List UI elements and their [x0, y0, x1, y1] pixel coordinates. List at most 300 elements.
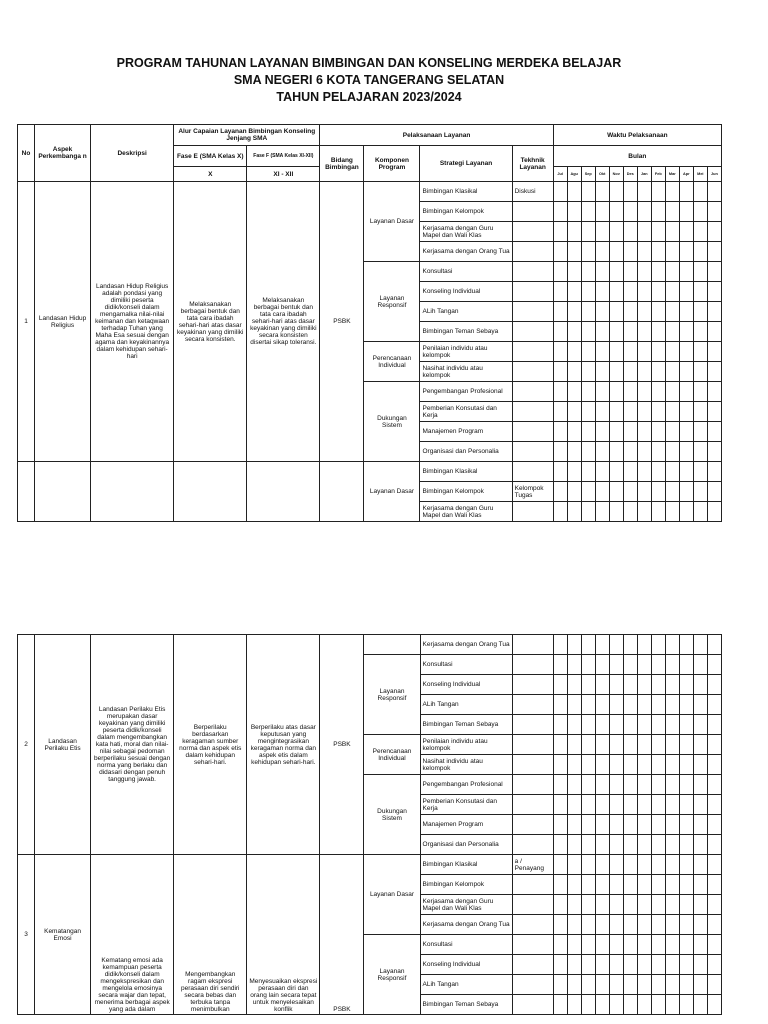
technique-cell — [512, 322, 553, 342]
month-cell — [637, 675, 651, 695]
month-cell — [637, 222, 651, 242]
month-cell — [637, 462, 651, 482]
month-cell — [595, 915, 609, 935]
month-cell — [609, 635, 623, 655]
page-break — [0, 534, 768, 634]
empty-cell — [35, 462, 91, 522]
month-cell — [553, 182, 567, 202]
month-cell — [623, 282, 637, 302]
month-cell — [595, 895, 609, 915]
month-cell — [707, 422, 721, 442]
month-cell — [609, 342, 623, 362]
month-cell — [637, 815, 651, 835]
month-cell — [665, 735, 679, 755]
month-cell — [651, 402, 665, 422]
month-cell — [623, 735, 637, 755]
month-cell — [637, 975, 651, 995]
month-cell — [553, 282, 567, 302]
month-cell — [623, 482, 637, 502]
month-cell — [553, 242, 567, 262]
month-cell — [665, 262, 679, 282]
month-cell — [707, 342, 721, 362]
month-cell — [707, 635, 721, 655]
strategy-cell: Pemberian Konsutasi dan Kerja — [420, 795, 512, 815]
month-cell — [707, 675, 721, 695]
month-cell — [581, 795, 595, 815]
month-cell — [707, 262, 721, 282]
month-cell — [581, 502, 595, 522]
month-cell — [637, 955, 651, 975]
month-cell — [707, 482, 721, 502]
month-cell — [637, 635, 651, 655]
month-cell — [581, 895, 595, 915]
month-cell — [567, 935, 581, 955]
month-cell — [623, 322, 637, 342]
month-cell — [595, 242, 609, 262]
row-number: 2 — [18, 635, 35, 855]
month-cell — [707, 755, 721, 775]
month-cell — [567, 635, 581, 655]
technique-cell — [512, 202, 553, 222]
month-cell — [595, 655, 609, 675]
month-cell — [679, 775, 693, 795]
month-cell — [595, 322, 609, 342]
month-header: Des — [623, 167, 637, 182]
header-kelas-x: X — [174, 167, 247, 182]
month-cell — [567, 402, 581, 422]
month-cell — [693, 675, 707, 695]
month-cell — [651, 302, 665, 322]
month-cell — [693, 502, 707, 522]
strategy-cell: Nasihat individu atau kelompok — [420, 362, 512, 382]
month-cell — [707, 442, 721, 462]
month-cell — [567, 222, 581, 242]
month-cell — [581, 322, 595, 342]
month-cell — [553, 635, 567, 655]
month-cell — [637, 242, 651, 262]
month-cell — [665, 442, 679, 462]
month-header: Okt — [595, 167, 609, 182]
bidang-cell: PSBK — [320, 635, 364, 855]
deskripsi-cell: Landasan Perilaku Etis merupakan dasar keyakinan yang dimiliki peserta didik/konseli dalam mengembangkan kata hati, moral dan nilai-nilai sebagai pedoman berperilaku sesuai dengan norma yang berlaku dan didasari dengan penuh tanggung jawab. — [91, 635, 174, 855]
month-cell — [665, 282, 679, 302]
month-cell — [623, 502, 637, 522]
month-cell — [581, 915, 595, 935]
month-cell — [567, 955, 581, 975]
month-cell — [623, 182, 637, 202]
month-cell — [679, 655, 693, 675]
month-cell — [623, 715, 637, 735]
month-cell — [623, 382, 637, 402]
header-pelaksanaan: Pelaksanaan Layanan — [320, 125, 553, 146]
month-header: Apr — [679, 167, 693, 182]
month-cell — [595, 695, 609, 715]
fase-f-cell: Berperilaku atas dasar keputusan yang mengintegrasikan keragaman norma dan aspek etis dalam kehidupan sehari-hari. — [247, 635, 320, 855]
month-cell — [567, 262, 581, 282]
month-cell — [609, 202, 623, 222]
month-cell — [651, 815, 665, 835]
month-cell — [693, 222, 707, 242]
month-cell — [553, 202, 567, 222]
technique-cell — [512, 342, 553, 362]
month-cell — [679, 915, 693, 935]
technique-cell — [512, 975, 553, 995]
month-cell — [553, 502, 567, 522]
aspek-cell: Landasan Hidup Religius — [35, 182, 91, 462]
month-cell — [609, 895, 623, 915]
month-cell — [623, 995, 637, 1015]
month-cell — [693, 755, 707, 775]
table-row — [18, 462, 722, 482]
month-cell — [567, 975, 581, 995]
month-cell — [665, 975, 679, 995]
month-cell — [707, 655, 721, 675]
fase-f-cell: Melaksanakan berbagai bentuk dan tata cara ibadah sehari-hari atas dasar keyakinan yang dimiliki secara konsisten disertai sikap toleransi. — [247, 182, 320, 462]
month-cell — [609, 955, 623, 975]
month-cell — [693, 462, 707, 482]
month-cell — [665, 202, 679, 222]
month-cell — [553, 462, 567, 482]
header-deskripsi: Deskripsi — [91, 125, 174, 182]
month-cell — [623, 655, 637, 675]
table-row — [18, 635, 722, 655]
month-cell — [581, 382, 595, 402]
month-cell — [623, 675, 637, 695]
month-cell — [623, 915, 637, 935]
table-row — [18, 182, 722, 202]
month-cell — [707, 835, 721, 855]
month-cell — [665, 322, 679, 342]
month-cell — [665, 302, 679, 322]
month-cell — [567, 502, 581, 522]
technique-cell — [512, 282, 553, 302]
table-row — [18, 855, 722, 875]
month-cell — [651, 715, 665, 735]
month-cell — [623, 775, 637, 795]
month-cell — [567, 655, 581, 675]
month-cell — [693, 182, 707, 202]
month-cell — [679, 695, 693, 715]
month-cell — [665, 402, 679, 422]
month-cell — [679, 835, 693, 855]
month-cell — [679, 482, 693, 502]
technique-cell — [512, 402, 553, 422]
month-cell — [581, 775, 595, 795]
month-cell — [651, 382, 665, 402]
strategy-cell: Bimbingan Kelompok — [420, 875, 512, 895]
month-cell — [623, 342, 637, 362]
header-kelas-xi-xii: XI - XII — [247, 167, 320, 182]
month-cell — [581, 735, 595, 755]
month-cell — [581, 462, 595, 482]
technique-cell — [512, 775, 553, 795]
month-cell — [567, 915, 581, 935]
fase-e-cell: Mengembangkan ragam ekspresi perasaan diri sendiri secara bebas dan terbuka tanpa menimbulkan — [174, 855, 247, 1015]
strategy-cell: Nasihat individu atau kelompok — [420, 755, 512, 775]
month-cell — [679, 875, 693, 895]
month-cell — [553, 322, 567, 342]
month-cell — [679, 422, 693, 442]
month-cell — [665, 995, 679, 1015]
month-cell — [595, 955, 609, 975]
month-cell — [553, 895, 567, 915]
month-header: Agu — [567, 167, 581, 182]
technique-cell: Kelompok Tugas — [512, 482, 553, 502]
month-cell — [637, 362, 651, 382]
month-cell — [595, 442, 609, 462]
technique-cell: a / Penayang — [512, 855, 553, 875]
month-cell — [693, 322, 707, 342]
empty-cell — [174, 462, 247, 522]
technique-cell — [512, 815, 553, 835]
month-header: Jun — [707, 167, 721, 182]
month-cell — [553, 362, 567, 382]
header-fase-f: Fase F (SMA Kelas XI-XII) — [247, 146, 320, 167]
technique-cell — [512, 695, 553, 715]
strategy-cell: Pemberian Konsutasi dan Kerja — [420, 402, 512, 422]
title-line-3: TAHUN PELAJARAN 2023/2024 — [276, 90, 462, 104]
month-cell — [609, 715, 623, 735]
month-cell — [707, 795, 721, 815]
empty-cell — [320, 462, 364, 522]
komponen-cell: Layanan Responsif — [364, 655, 420, 735]
month-cell — [693, 955, 707, 975]
month-cell — [595, 342, 609, 362]
month-cell — [679, 302, 693, 322]
technique-cell — [512, 735, 553, 755]
month-cell — [707, 875, 721, 895]
month-cell — [567, 895, 581, 915]
month-cell — [651, 322, 665, 342]
month-cell — [679, 755, 693, 775]
month-cell — [567, 815, 581, 835]
month-cell — [693, 262, 707, 282]
month-cell — [651, 695, 665, 715]
month-cell — [651, 935, 665, 955]
month-cell — [637, 795, 651, 815]
month-cell — [595, 462, 609, 482]
header-waktu: Waktu Pelaksanaan — [553, 125, 721, 146]
month-cell — [651, 735, 665, 755]
month-cell — [651, 442, 665, 462]
deskripsi-cell: Landasan Hidup Religius adalah pondasi yang dimiliki peserta didik/konseli dalam mengamalka nilai-nilai keimanan dan ketaqwaan terhadap Tuhan yang Maha Esa sesuai dengan agama dan keyakinannya dalam kehidupan sehari-hari — [91, 182, 174, 462]
month-cell — [679, 955, 693, 975]
month-cell — [679, 442, 693, 462]
month-cell — [595, 262, 609, 282]
month-cell — [567, 422, 581, 442]
month-cell — [665, 422, 679, 442]
month-cell — [609, 935, 623, 955]
month-cell — [609, 262, 623, 282]
month-cell — [623, 695, 637, 715]
month-cell — [553, 835, 567, 855]
month-cell — [623, 202, 637, 222]
month-cell — [665, 935, 679, 955]
month-cell — [553, 855, 567, 875]
month-cell — [707, 302, 721, 322]
month-header: Mar — [665, 167, 679, 182]
month-cell — [595, 362, 609, 382]
month-cell — [609, 775, 623, 795]
strategy-cell: ALih Tangan — [420, 302, 512, 322]
technique-cell — [512, 795, 553, 815]
empty-cell — [364, 635, 420, 655]
month-cell — [637, 502, 651, 522]
month-cell — [553, 442, 567, 462]
month-cell — [651, 655, 665, 675]
month-cell — [679, 362, 693, 382]
month-cell — [567, 715, 581, 735]
month-cell — [679, 222, 693, 242]
month-cell — [679, 855, 693, 875]
month-cell — [665, 795, 679, 815]
month-cell — [707, 242, 721, 262]
month-cell — [651, 462, 665, 482]
month-cell — [623, 422, 637, 442]
month-cell — [567, 322, 581, 342]
month-header: Sep — [581, 167, 595, 182]
month-cell — [581, 855, 595, 875]
month-cell — [553, 675, 567, 695]
month-cell — [581, 482, 595, 502]
month-cell — [567, 675, 581, 695]
month-cell — [623, 402, 637, 422]
month-cell — [693, 242, 707, 262]
month-cell — [567, 855, 581, 875]
month-cell — [665, 222, 679, 242]
month-cell — [665, 362, 679, 382]
month-cell — [665, 242, 679, 262]
month-cell — [553, 995, 567, 1015]
empty-cell — [247, 462, 320, 522]
month-cell — [707, 502, 721, 522]
technique-cell — [512, 462, 553, 482]
month-cell — [609, 855, 623, 875]
month-cell — [609, 995, 623, 1015]
month-cell — [651, 282, 665, 302]
strategy-cell: Bimbingan Kelompok — [420, 202, 512, 222]
month-cell — [595, 502, 609, 522]
month-cell — [609, 242, 623, 262]
fase-e-cell: Melaksanakan berbagai bentuk dan tata cara ibadah sehari-hari atas dasar keyakinan yang dimiliki secara konsisten. — [174, 182, 247, 462]
month-cell — [581, 975, 595, 995]
month-cell — [553, 755, 567, 775]
month-cell — [581, 995, 595, 1015]
month-cell — [637, 715, 651, 735]
month-cell — [679, 935, 693, 955]
strategy-cell: Bimbingan Teman Sebaya — [420, 995, 512, 1015]
month-cell — [693, 202, 707, 222]
month-cell — [665, 382, 679, 402]
header-aspek: Aspek Perkembanga n — [35, 125, 91, 182]
month-cell — [609, 795, 623, 815]
strategy-cell: Konsultasi — [420, 262, 512, 282]
month-cell — [609, 402, 623, 422]
month-cell — [623, 462, 637, 482]
month-cell — [665, 875, 679, 895]
month-cell — [651, 342, 665, 362]
month-cell — [609, 382, 623, 402]
empty-cell — [91, 462, 174, 522]
month-cell — [595, 975, 609, 995]
month-cell — [623, 755, 637, 775]
month-cell — [707, 362, 721, 382]
month-cell — [567, 202, 581, 222]
month-cell — [553, 262, 567, 282]
month-cell — [581, 695, 595, 715]
month-cell — [567, 442, 581, 462]
strategy-cell: Konsultasi — [420, 655, 512, 675]
month-cell — [679, 995, 693, 1015]
month-cell — [553, 222, 567, 242]
month-cell — [581, 342, 595, 362]
strategy-cell: Bimbingan Klasikal — [420, 855, 512, 875]
month-header: Jul — [553, 167, 567, 182]
month-cell — [637, 202, 651, 222]
month-cell — [595, 222, 609, 242]
month-cell — [651, 795, 665, 815]
strategy-cell: Kerjasama dengan Orang Tua — [420, 242, 512, 262]
month-cell — [609, 655, 623, 675]
month-cell — [665, 502, 679, 522]
month-cell — [581, 655, 595, 675]
month-cell — [679, 815, 693, 835]
month-cell — [679, 735, 693, 755]
row-number: 3 — [18, 855, 35, 1015]
month-cell — [693, 935, 707, 955]
month-cell — [693, 735, 707, 755]
bidang-cell: PSBK — [320, 182, 364, 462]
title-line-1: PROGRAM TAHUNAN LAYANAN BIMBINGAN DAN KONSELING MERDEKA BELAJAR — [116, 56, 622, 70]
technique-cell — [512, 262, 553, 282]
month-cell — [581, 835, 595, 855]
month-cell — [581, 875, 595, 895]
month-cell — [567, 382, 581, 402]
month-cell — [707, 462, 721, 482]
technique-cell — [512, 935, 553, 955]
month-cell — [553, 402, 567, 422]
month-header: Nov — [609, 167, 623, 182]
month-cell — [679, 182, 693, 202]
month-cell — [637, 302, 651, 322]
month-cell — [651, 875, 665, 895]
month-cell — [609, 302, 623, 322]
month-cell — [665, 695, 679, 715]
month-cell — [707, 402, 721, 422]
month-cell — [707, 855, 721, 875]
month-cell — [665, 462, 679, 482]
month-cell — [651, 422, 665, 442]
technique-cell — [512, 382, 553, 402]
header-row — [18, 125, 722, 146]
month-cell — [553, 655, 567, 675]
month-cell — [609, 502, 623, 522]
strategy-cell: Pengembangan Profesional — [420, 382, 512, 402]
month-cell — [581, 262, 595, 282]
month-cell — [623, 935, 637, 955]
komponen-cell: Layanan Dasar — [364, 182, 420, 262]
month-cell — [679, 462, 693, 482]
month-cell — [637, 695, 651, 715]
month-cell — [693, 482, 707, 502]
strategy-cell: ALih Tangan — [420, 695, 512, 715]
month-cell — [679, 795, 693, 815]
month-cell — [623, 362, 637, 382]
header-no: No — [18, 125, 35, 182]
month-cell — [567, 875, 581, 895]
month-cell — [595, 735, 609, 755]
month-cell — [679, 635, 693, 655]
